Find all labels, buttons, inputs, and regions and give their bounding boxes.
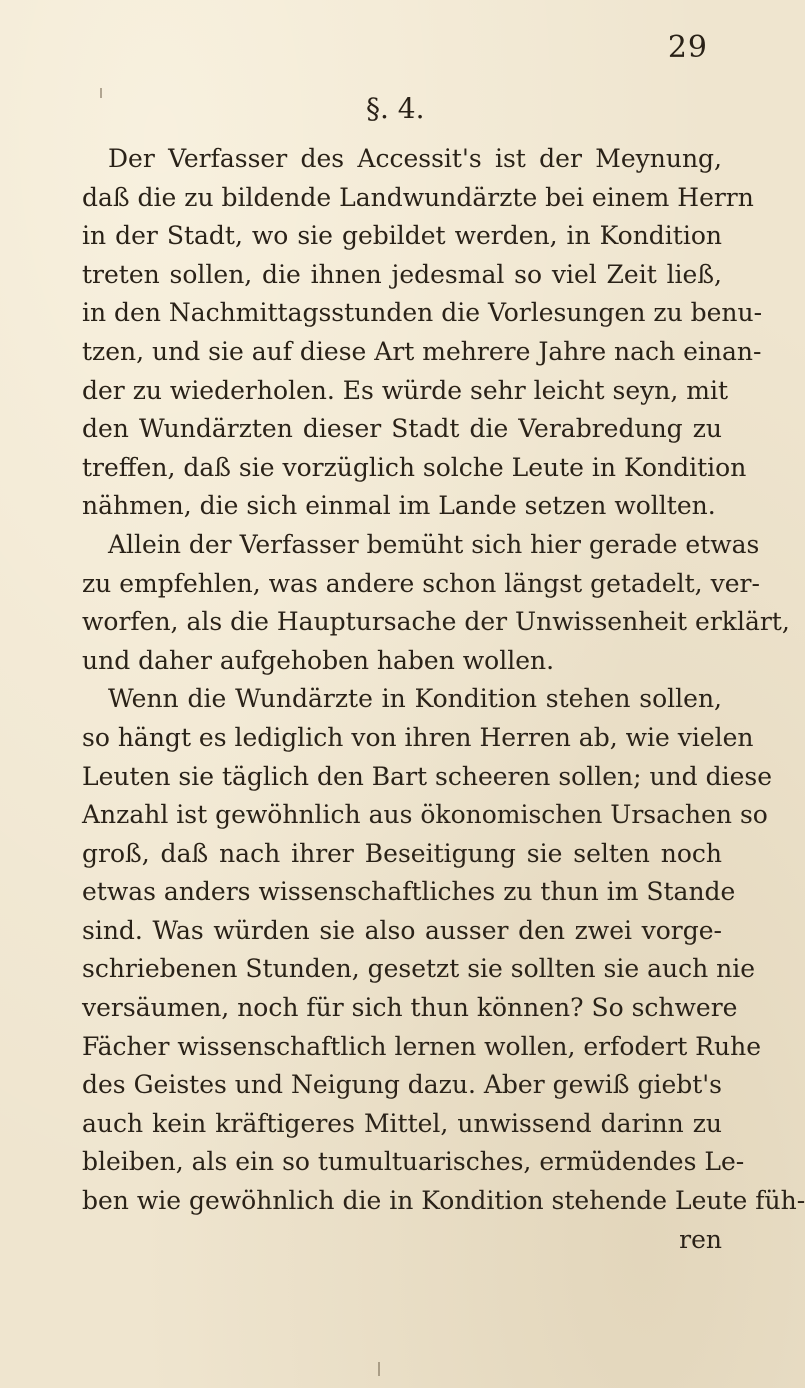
catchword: ren <box>679 1224 722 1254</box>
text-line: zu empfehlen, was andere schon längst getadelt, ver- <box>82 568 760 598</box>
text-line: des Geistes und Neigung dazu. Aber gewiß giebt's <box>82 1070 722 1100</box>
text-line: und daher aufgehoben haben wollen. <box>82 645 555 675</box>
text-line: Fächer wissenschaftlich lernen wollen, erfodert Ruhe <box>82 1031 762 1061</box>
text-line: Der Verfasser des Accessit's ist der Meynung, <box>108 144 722 173</box>
print-mark <box>100 88 102 98</box>
print-mark <box>378 1362 380 1376</box>
text-line: den Wundärzten dieser Stadt die Verabredung zu <box>82 414 722 444</box>
page-number: 29 <box>667 30 708 65</box>
text-line: versäumen, noch für sich thun können? So schwere <box>82 993 738 1023</box>
text-line: sind. Was würden sie also ausser den zwei vorge- <box>82 915 722 945</box>
text-line: auch kein kräftigeres Mittel, unwissend darinn zu <box>82 1108 722 1138</box>
text-line: Wenn die Wundärzte in Kondition stehen sollen, <box>108 684 722 714</box>
text-line: so hängt es lediglich von ihren Herren ab, wie vielen <box>82 722 754 752</box>
text-line: etwas anders wissenschaftliches zu thun im Stande <box>82 877 736 907</box>
text-line: treffen, daß sie vorzüglich solche Leute in Kondition <box>82 452 747 482</box>
text-line: Allein der Verfasser bemüht sich hier gerade etwas <box>108 529 760 559</box>
text-line: schriebenen Stunden, gesetzt sie sollten sie auch nie <box>82 954 756 984</box>
section-heading: §. 4. <box>366 92 425 125</box>
text-line: ben wie gewöhnlich die in Kondition stehende Leute füh- <box>82 1186 805 1216</box>
text-line: Leuten sie täglich den Bart scheeren sollen; und diese <box>82 761 773 791</box>
text-line: bleiben, als ein so tumultuarisches, ermüdendes Le- <box>82 1147 745 1177</box>
text-line: in den Nachmittagsstunden die Vorlesungen zu benu- <box>82 298 763 328</box>
body-text <box>82 140 805 1259</box>
text-line: tzen, und sie auf diese Art mehrere Jahre nach einan- <box>82 336 762 366</box>
text-line: der zu wiederholen. Es würde sehr leicht seyn, mit <box>82 375 729 405</box>
text-line: Anzahl ist gewöhnlich aus ökonomischen Ursachen so <box>82 800 768 830</box>
text-line: groß, daß nach ihrer Beseitigung sie selten noch <box>82 838 722 868</box>
text-line: treten sollen, die ihnen jedesmal so viel Zeit ließ, <box>82 259 722 289</box>
text-line: daß die zu bildende Landwundärzte bei einem Herrn <box>82 182 754 212</box>
text-line: in der Stadt, wo sie gebildet werden, in Kondition <box>82 221 722 251</box>
text-line: nähmen, die sich einmal im Lande setzen wollten. <box>82 491 716 521</box>
text-line: worfen, als die Hauptursache der Unwissenheit erklärt, <box>82 607 790 637</box>
